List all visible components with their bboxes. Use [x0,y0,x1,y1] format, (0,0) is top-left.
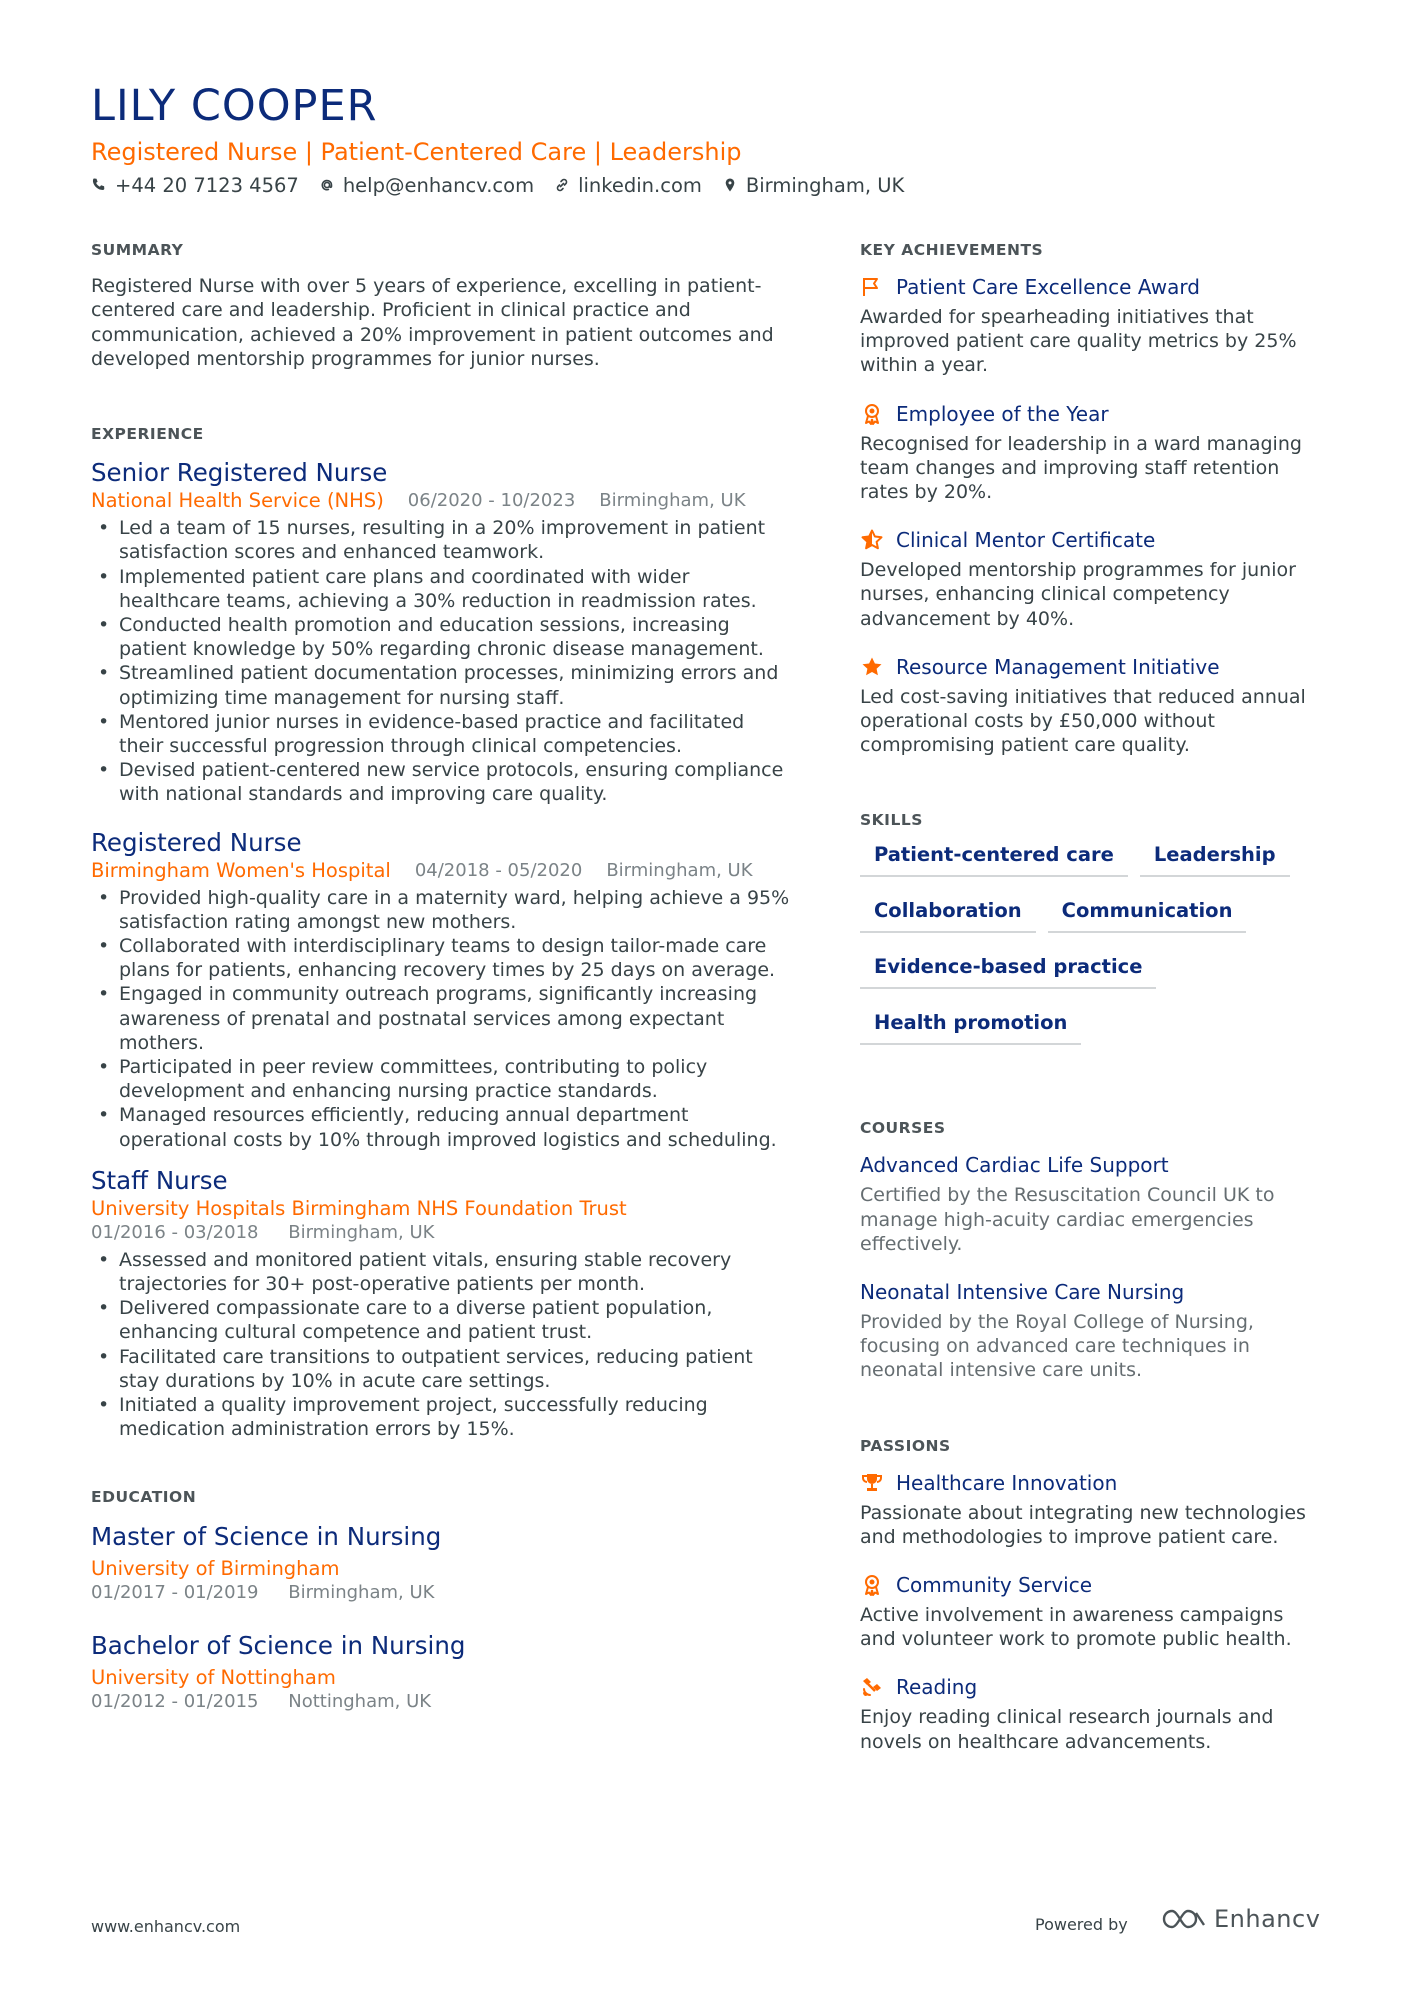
contact-email[interactable] [319,174,534,197]
enhancv-logo-icon [1160,1906,1208,1932]
achievement-item [860,654,1320,758]
footer-url[interactable]: www.enhancv.com [91,1917,241,1936]
education-location: Nottingham, UK [288,1691,432,1713]
course-title: Neonatal Intensive Care Nursing [860,1280,1185,1305]
job-location: Birmingham, UK [599,490,746,512]
skill-tag: Health promotion [860,1010,1081,1045]
contact-linkedin[interactable] [554,174,702,197]
course-title: Advanced Cardiac Life Support [860,1153,1169,1178]
course-desc: Provided by the Royal College of Nursing, focusing on advanced care techniques in neonatal intensive care units. [860,1311,1254,1382]
education-dates: 01/2017 - 01/2019 [91,1582,259,1604]
passions-section [860,1436,1320,1754]
bullet-item: • Streamlined patient documentation processes, minimizing errors and optimizing time management for nursing staff. [91,661,791,709]
summary-heading: SUMMARY [91,241,184,259]
passion-desc: Passionate about integrating new technologies and methodologies to improve patient care. [860,1501,1306,1548]
linkedin-text: linkedin.com [578,173,702,197]
powered-by-label: Powered by [1035,1915,1128,1934]
passion-desc: Enjoy reading clinical research journals and novels on healthcare advancements. [860,1706,1274,1753]
school-name: University of Birmingham [91,1557,340,1581]
enhancv-brand-text: Enhancv [1214,1905,1321,1933]
enhancv-logo[interactable] [1160,1905,1320,1933]
bullet-item: • Engaged in community outreach programs, significantly increasing awareness of prenatal and postnatal services among expectant mothers. [91,982,791,1055]
passion-title: Reading [896,1675,978,1700]
achievement-title: Patient Care Excellence Award [896,275,1200,299]
achievement-item [860,274,1320,378]
headline: Registered Nurse | Patient-Centered Care | Leadership [91,138,742,166]
bullet-item: • Conducted health promotion and education sessions, increasing patient knowledge by 50% regarding chronic disease management. [91,613,791,661]
job-meta [91,858,791,883]
email-text: help@enhancv.com [342,173,535,197]
achievement-header [860,401,1320,427]
job-meta [91,488,791,513]
education-meta [91,1581,791,1605]
skills-section [860,810,1320,1066]
achievement-header [860,654,1320,680]
job-dates: 06/2020 - 10/2023 [407,490,576,512]
education-entry [91,1521,791,1605]
job-dates: 04/2018 - 05/2020 [414,859,583,881]
degree-title: Bachelor of Science in Nursing [91,1631,466,1661]
experience-heading: EXPERIENCE [91,425,204,444]
school-name: University of Nottingham [91,1666,336,1690]
passion-title: Community Service [896,1573,1093,1598]
passion-header [860,1674,1320,1700]
contact-phone[interactable] [91,174,299,197]
job-entry [91,828,791,1152]
courses-section [860,1118,1320,1382]
job-entry [91,1166,791,1442]
achievement-desc: Awarded for spearheading initiatives that improved patient care quality metrics by 25% within a year. [860,306,1297,377]
bullet-item: • Facilitated care transitions to outpatient services, reducing patient stay durations by 10% in acute care settings. [91,1345,791,1393]
job-title: Senior Registered Nurse [91,458,388,488]
bullet-item: • Led a team of 15 nurses, resulting in a 20% improvement in patient satisfaction scores and enhanced teamwork. [91,516,791,564]
award-icon [860,402,884,426]
degree-title: Master of Science in Nursing [91,1522,442,1552]
job-bullets [91,516,791,806]
skill-row [860,842,1320,898]
skills-heading: SKILLS [860,811,923,830]
achievement-header [860,527,1320,553]
passions-heading: PASSIONS [860,1436,951,1455]
link-icon [554,177,570,193]
skills-list [860,842,1320,1066]
education-location: Birmingham, UK [288,1582,435,1604]
skill-tag: Collaboration [860,898,1036,933]
bullet-item: • Collaborated with interdisciplinary teams to design tailor-made care plans for patients, enhancing recovery times by 25 days on average. [91,934,791,982]
achievements-section [860,240,1320,757]
achievement-desc: Developed mentorship programmes for junior nurses, enhancing clinical competency advancement by 40%. [860,559,1296,630]
bullet-item: • Provided high-quality care in a maternity ward, helping achieve a 95% satisfaction rating amongst new mothers. [91,886,791,934]
education-entry [91,1630,791,1714]
skill-tag: Evidence-based practice [860,954,1156,989]
company-name: University Hospitals Birmingham NHS Foundation Trust [91,1196,627,1220]
education-dates: 01/2012 - 01/2015 [91,1691,259,1713]
education-section [91,1487,791,1714]
satellite-icon [860,1675,884,1699]
star-half-icon [860,528,884,552]
job-dates: 01/2016 - 03/2018 [91,1221,259,1243]
job-meta-line [91,1221,791,1245]
achievement-item [860,527,1320,631]
achievement-item [860,401,1320,505]
bullet-item: • Participated in peer review committees, contributing to policy development and enhancing nursing practice standards. [91,1055,791,1103]
trophy-icon [860,1471,884,1495]
summary-section [91,240,791,371]
achievement-title: Clinical Mentor Certificate [896,528,1156,553]
contact-location [722,174,904,197]
passion-header [860,1572,1320,1598]
passion-title: Healthcare Innovation [896,1470,1118,1495]
candidate-name: LILY COOPER [91,81,378,131]
skill-tag: Communication [1048,898,1247,933]
job-title: Staff Nurse [91,1165,228,1195]
job-bullets [91,1248,791,1442]
skill-tag: Leadership [1140,842,1290,877]
passion-item [860,1572,1320,1651]
skill-row [860,954,1320,1010]
passion-header [860,1470,1320,1496]
bullet-item: • Assessed and monitored patient vitals, ensuring stable recovery trajectories for 30+ post-operative patients per month. [91,1248,791,1296]
location-text: Birmingham, UK [745,173,905,197]
location-pin-icon [722,177,738,193]
skill-row [860,898,1320,954]
contact-bar [91,172,924,198]
education-heading: EDUCATION [91,1488,197,1507]
bullet-item: • Delivered compassionate care to a diverse patient population, enhancing cultural competence and patient trust. [91,1296,791,1344]
job-entry [91,458,791,806]
company-name: National Health Service (NHS) [91,489,384,513]
job-bullets [91,886,791,1152]
bullet-item: • Devised patient-centered new service protocols, ensuring compliance with national standards and improving care quality. [91,758,791,806]
course-desc: Certified by the Resuscitation Council UK to manage high-acuity cardiac emergencies effectively. [860,1184,1275,1255]
skill-row [860,1010,1320,1066]
bullet-item: • Initiated a quality improvement project, successfully reducing medication administration errors by 15%. [91,1393,791,1441]
passion-desc: Active involvement in awareness campaigns and volunteer work to promote public health. [860,1604,1292,1651]
bullet-item: • Mentored junior nurses in evidence-based practice and facilitated their successful progression through clinical competencies. [91,710,791,758]
achievements-heading: KEY ACHIEVEMENTS [860,241,1044,259]
company-name: Birmingham Women's Hospital [91,858,391,882]
job-meta [91,1196,791,1221]
achievement-desc: Recognised for leadership in a ward managing team changes and improving staff retention rates by 20%. [860,432,1302,504]
achievement-desc: Led cost-saving initiatives that reduced annual operational costs by £50,000 without compromising patient care quality. [860,685,1306,757]
education-meta [91,1690,791,1714]
job-location: Birmingham, UK [288,1221,435,1243]
job-location: Birmingham, UK [606,859,753,881]
passion-item [860,1470,1320,1549]
flag-icon [860,275,884,299]
award-icon [860,1573,884,1597]
courses-heading: COURSES [860,1119,946,1138]
left-column [91,240,791,1714]
right-column [860,240,1320,1754]
at-icon [319,177,335,193]
experience-section [91,424,791,1441]
skill-tag: Patient-centered care [860,842,1128,877]
passion-item [860,1674,1320,1753]
bullet-item: • Implemented patient care plans and coordinated with wider healthcare teams, achieving a 30% reduction in readmission rates. [91,565,791,613]
phone-text: +44 20 7123 4567 [115,173,299,197]
star-icon [860,655,884,679]
job-title: Registered Nurse [91,827,302,857]
course-item [860,1279,1320,1383]
summary-text: Registered Nurse with over 5 years of experience, excelling in patient-centered care and leadership. Proficient in clinical practice and communication, achieved a 20% improvement in patient outcomes and developed mentorship programmes for junior nurses. [91,275,774,370]
achievement-title: Resource Management Initiative [896,654,1220,679]
phone-icon [91,177,107,193]
bullet-item: • Managed resources efficiently, reducing annual department operational costs by 10% through improved logistics and scheduling. [91,1103,791,1151]
achievement-header [860,274,1320,300]
achievement-title: Employee of the Year [896,401,1109,426]
course-item [860,1152,1320,1256]
